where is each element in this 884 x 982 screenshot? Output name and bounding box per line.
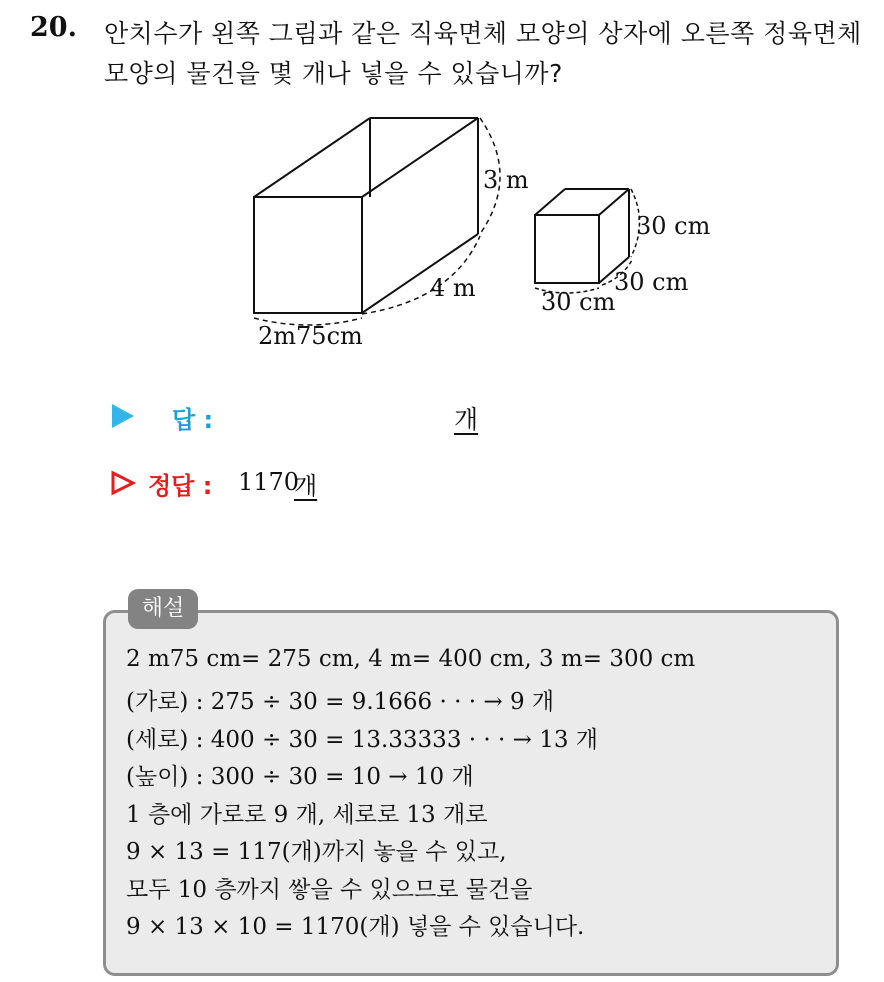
explanation-line: 1 층에 가로로 9 개, 세로로 13 개로 [126, 802, 488, 828]
cube-edge [535, 189, 565, 215]
explanation-line: 2 m75 cm= 275 cm, 4 m= 400 cm, 3 m= 300 cm [126, 646, 696, 672]
cube-front-face [535, 215, 599, 283]
explanation-line: 모두 10 층까지 쌓을 수 있으므로 물건을 [126, 877, 533, 903]
explanation-line: 9 × 13 × 10 = 1170(개) 넣을 수 있습니다. [126, 914, 585, 940]
figure-boxes [0, 0, 884, 380]
answer-row [110, 398, 530, 438]
cuboid-front-face [254, 197, 362, 313]
cube-edge [599, 189, 629, 215]
explanation-line: (세로) : 400 ÷ 30 = 13.33333 · · · → 13 개 [126, 727, 599, 753]
correct-answer-label: 정답 : [148, 472, 213, 500]
play-triangle-icon [112, 404, 134, 428]
answer-unit: 개 [454, 405, 479, 434]
cube-depth-label: 30 cm [614, 268, 689, 296]
explanation-tab: 해설 [128, 589, 198, 629]
correct-answer-unit: 개 [294, 472, 318, 500]
cube-width-label: 30 cm [541, 288, 616, 316]
explanation-line: 9 × 13 = 117(개)까지 놓을 수 있고, [126, 839, 507, 865]
explanation-line: (높이) : 300 ÷ 30 = 10 → 10 개 [126, 764, 474, 790]
cuboid-depth-label: 4 m [430, 274, 476, 302]
cube-height-label: 30 cm [636, 212, 711, 240]
correct-answer-row [110, 464, 530, 504]
cuboid-edge [254, 118, 370, 197]
question-number: 20. [30, 12, 77, 43]
cuboid-edge [362, 118, 478, 197]
explanation-line: (가로) : 275 ÷ 30 = 9.1666 · · · → 9 개 [126, 689, 555, 715]
outline-triangle-icon [110, 470, 136, 496]
question-text-line-2: 모양의 물건을 몇 개나 넣을 수 있습니까? [104, 59, 563, 88]
correct-answer-value: 1170 [238, 468, 300, 496]
question-text-line-1: 안치수가 왼쪽 그림과 같은 직육면체 모양의 상자에 오른쪽 정육면체 [104, 19, 862, 48]
cuboid-height-label: 3 m [483, 166, 529, 194]
cuboid-width-label: 2m75cm [258, 322, 363, 350]
answer-label: 답 : [172, 406, 214, 434]
